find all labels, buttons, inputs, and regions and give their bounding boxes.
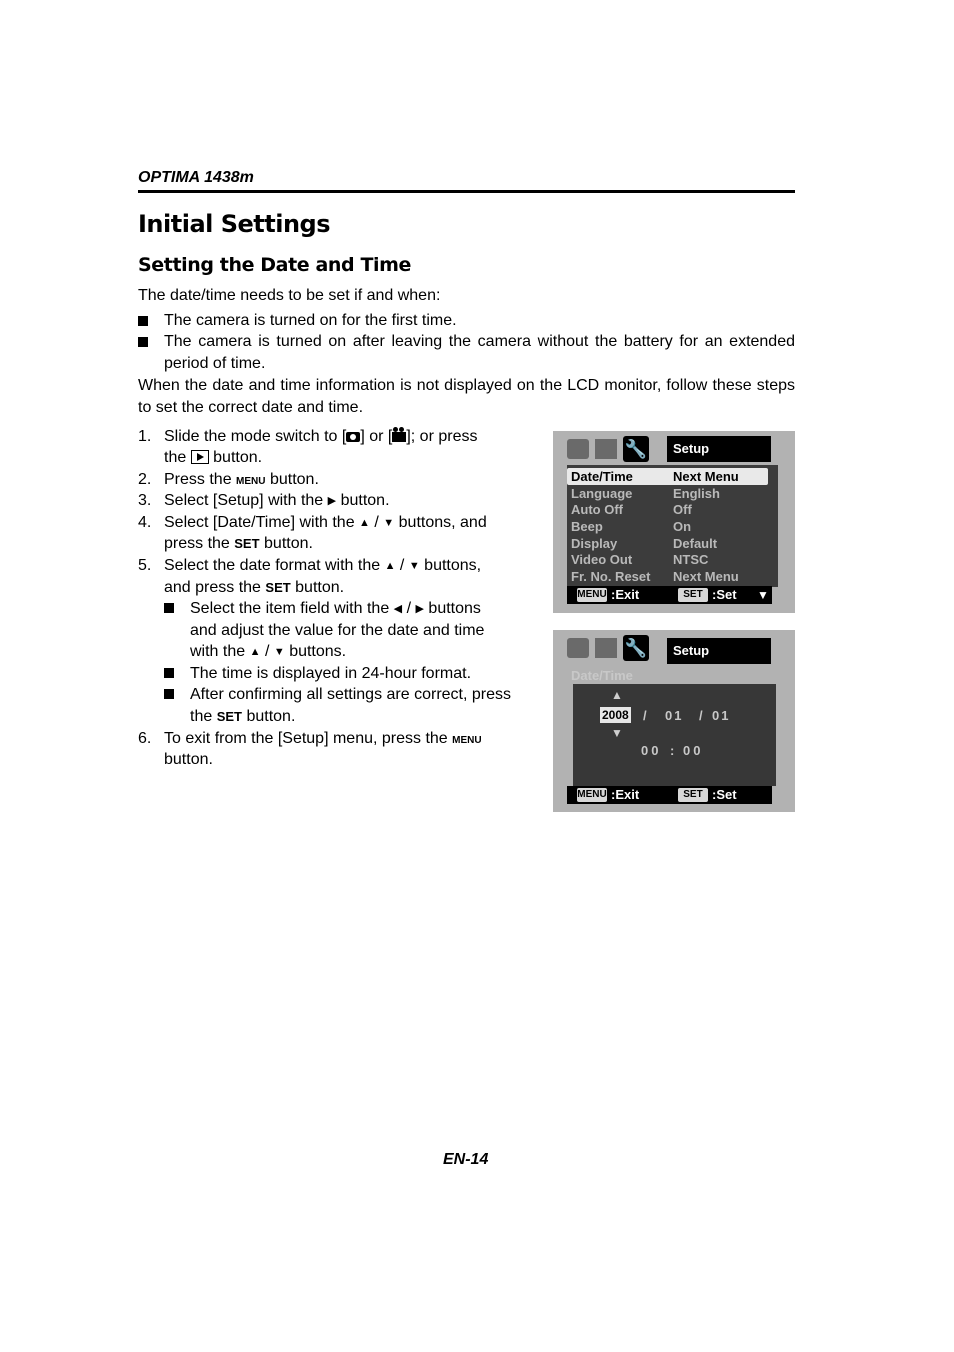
date-separator: /	[699, 708, 703, 723]
exit-label: :Exit	[611, 587, 640, 602]
step-text: and press the	[164, 579, 261, 596]
step-text: buttons	[428, 600, 481, 617]
step-text: button.	[295, 579, 345, 596]
step-number: 1.	[138, 428, 152, 445]
sub-bullet-1	[190, 598, 481, 620]
step-text: /	[264, 643, 270, 660]
scroll-down-icon: ▼	[757, 588, 769, 602]
bullet-square	[164, 689, 174, 699]
bullet-item: The camera is turned on after leaving the camera without the battery for an extended period of time.	[164, 333, 795, 372]
menu-row-date-time: Date/Time Next Menu	[567, 468, 768, 485]
camera-tab-icon	[567, 439, 589, 459]
step-text: button.	[213, 449, 263, 466]
step-text: /	[399, 557, 405, 574]
minute-field: 00	[683, 743, 704, 758]
sub-bullet-3-cont	[190, 706, 295, 728]
step-text: button.	[340, 492, 390, 509]
instruction-paragraph: When the date and time information is not displayed on the LCD monitor, follow these steps to set the correct date and time.	[138, 377, 795, 416]
bullet-square	[164, 668, 174, 678]
step-1	[164, 426, 524, 448]
set-button-icon: SET	[265, 580, 291, 595]
page-title: Initial Settings	[138, 210, 331, 238]
down-arrow-icon: ▼	[611, 726, 623, 740]
up-arrow-icon: ▲	[359, 517, 370, 529]
step-text: ] or [	[360, 428, 393, 445]
section-title: Setting the Date and Time	[138, 254, 411, 276]
intro-text: The date/time needs to be set if and when:	[138, 287, 441, 304]
step-text: button.	[264, 535, 313, 552]
step-number: 2.	[138, 471, 152, 488]
menu-row-language: Language English	[571, 486, 720, 501]
set-chip: SET	[678, 588, 708, 602]
left-arrow-icon: ◀	[393, 603, 403, 615]
sub-bullet-1-cont: and adjust the value for the date and time	[190, 622, 485, 639]
menu-row-display: Display Default	[571, 536, 718, 551]
step-5-cont	[164, 577, 344, 599]
step-text: ]; or press	[406, 428, 478, 445]
bullet-square	[138, 316, 148, 326]
hour-field: 00	[641, 743, 662, 758]
step-5	[164, 555, 481, 577]
lcd-footer	[567, 786, 772, 804]
up-arrow-icon: ▲	[611, 688, 623, 702]
step-3	[164, 490, 390, 512]
camera-mode-icon	[346, 432, 360, 442]
step-number: 4.	[138, 514, 152, 531]
step-text: Select [Setup] with the	[164, 492, 324, 509]
step-4	[164, 512, 487, 534]
step-text: Select [Date/Time] with the	[164, 514, 355, 531]
lcd-title: Setup	[667, 638, 771, 664]
down-arrow-icon: ▼	[383, 517, 395, 529]
bullet-square	[164, 603, 174, 613]
menu-chip: MENU	[577, 589, 607, 600]
lcd-date-time	[553, 630, 795, 812]
down-arrow-icon: ▼	[408, 560, 420, 572]
step-4-cont	[164, 533, 313, 555]
set-label: :Set	[712, 787, 737, 802]
step-text: /	[374, 514, 379, 531]
step-text: To exit from the [Setup] menu, press the	[164, 730, 448, 747]
exit-label: :Exit	[611, 787, 640, 802]
step-text: the	[190, 708, 213, 725]
step-text: Slide the mode switch to [	[164, 428, 347, 445]
day-field: 01	[712, 708, 731, 723]
list-tab-icon	[595, 439, 617, 459]
date-separator: /	[643, 708, 647, 723]
step-number: 6.	[138, 730, 152, 747]
step-text: Select the item field with the	[190, 600, 390, 617]
playback-icon	[191, 450, 209, 464]
menu-button-icon: MENU	[236, 476, 266, 487]
menu-row-beep: Beep On	[571, 519, 692, 534]
lcd-title: Setup	[667, 436, 771, 462]
set-button-icon: SET	[216, 709, 242, 724]
set-button-icon: SET	[234, 536, 260, 551]
step-1-cont	[164, 447, 262, 469]
sub-bullet-1-cont	[190, 641, 346, 663]
wrench-tab-icon: 🔧	[623, 635, 649, 661]
right-arrow-icon: ▶	[327, 495, 337, 507]
step-text: the	[164, 449, 187, 466]
menu-chip: MENU	[577, 789, 607, 800]
sub-bullet-3: After confirming all settings are correct, press	[190, 686, 512, 703]
menu-row-frame-reset: Fr. No. Reset Next Menu	[571, 569, 739, 584]
step-text: Select the date format with the	[164, 557, 381, 574]
step-number: 3.	[138, 492, 152, 509]
list-tab-icon	[595, 638, 617, 658]
video-mode-icon	[392, 432, 406, 442]
step-text: with the	[190, 643, 246, 660]
lcd-footer	[567, 586, 772, 604]
down-arrow-icon: ▼	[273, 646, 285, 658]
header-rule	[138, 190, 795, 193]
up-arrow-icon: ▲	[249, 646, 261, 658]
wrench-tab-icon: 🔧	[623, 436, 649, 462]
step-text: buttons.	[289, 643, 347, 660]
step-text: buttons, and	[398, 514, 487, 531]
sub-bullet-2: The time is displayed in 24-hour format.	[190, 665, 472, 682]
page-number: EN-14	[443, 1151, 489, 1168]
menu-button-icon: MENU	[452, 735, 482, 746]
step-6-cont: button.	[164, 751, 213, 768]
bullet-item: The camera is turned on for the first time.	[164, 312, 457, 329]
bullet-square	[138, 337, 148, 347]
time-separator: :	[670, 743, 675, 758]
step-text: /	[406, 600, 412, 617]
step-number: 5.	[138, 557, 152, 574]
right-arrow-icon: ▶	[415, 603, 424, 615]
step-text: button.	[246, 708, 296, 725]
date-time-label: Date/Time	[571, 668, 633, 683]
model-name: OPTIMA 1438m	[138, 169, 254, 186]
step-text: buttons,	[424, 557, 482, 574]
date-panel	[573, 684, 776, 786]
menu-row-auto-off: Auto Off Off	[571, 502, 692, 517]
step-text: button.	[269, 471, 319, 488]
menu-row-video-out: Video Out NTSC	[571, 552, 709, 567]
camera-tab-icon	[567, 638, 589, 658]
set-chip: SET	[678, 788, 708, 802]
month-field: 01	[665, 708, 684, 723]
up-arrow-icon: ▲	[384, 560, 396, 572]
step-text: press the	[164, 535, 230, 552]
step-text: Press the	[164, 471, 232, 488]
set-label: :Set	[712, 587, 737, 602]
year-field: 2008	[602, 708, 629, 722]
lcd-setup-menu	[553, 431, 795, 613]
